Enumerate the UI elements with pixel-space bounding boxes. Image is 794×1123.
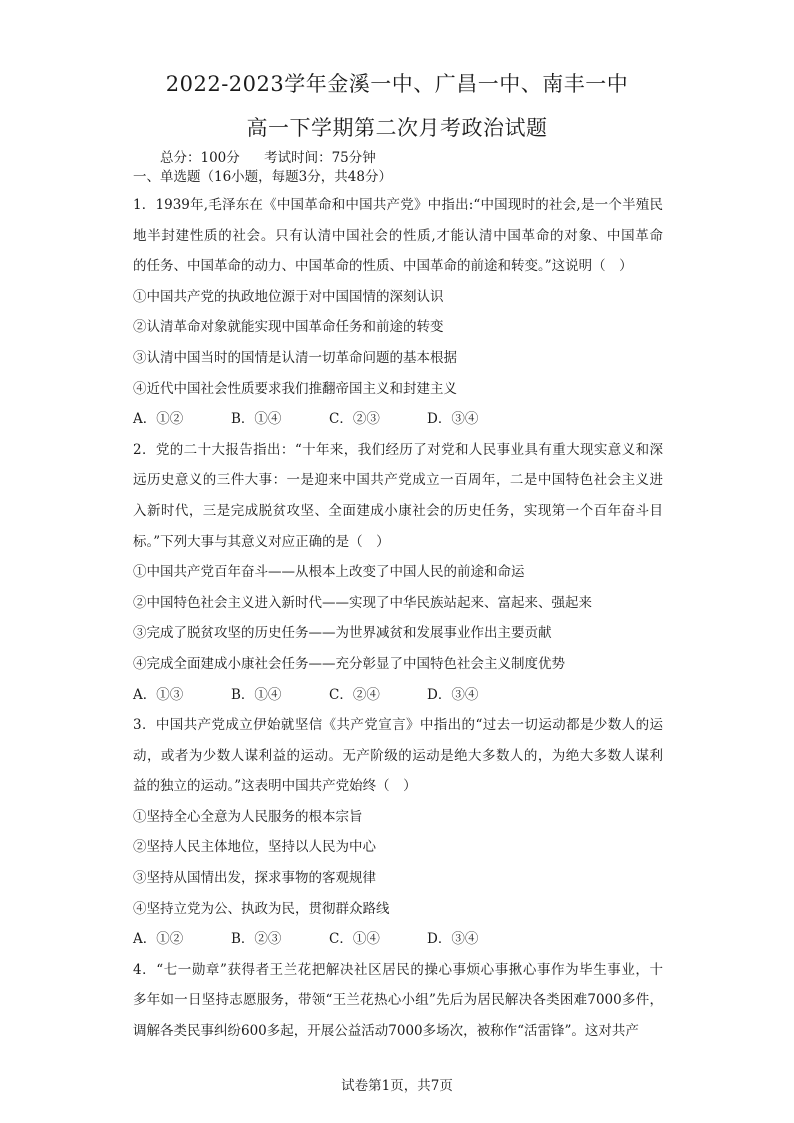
question-stem-line: 的任务、中国革命的动力、中国革命的性质、中国革命的前途和转变。”这说明（ ） [133, 258, 633, 275]
statement-item: ①坚持全心全意为人民服务的根本宗旨 [133, 808, 363, 825]
statement-item: ④近代中国社会性质要求我们推翻帝国主义和封建主义 [133, 380, 457, 397]
question [133, 190, 663, 435]
answer-option: B．①④ [231, 411, 282, 428]
exam-meta [160, 146, 396, 166]
exam-time: 考试时间：75分钟 [264, 150, 376, 166]
statement-item: ④完成全面建成小康社会任务——充分彰显了中国特色社会主义制度优势 [133, 655, 565, 672]
question-stem-line: 标。”下列大事与其意义对应正确的是（ ） [133, 533, 390, 550]
question-stem-line: 1．1939年,毛泽东在《中国革命和中国共产党》中指出:“中国现时的社会,是一个半殖民 [133, 197, 663, 213]
question-stem-line: 2．党的二十大报告指出：“十年来，我们经历了对党和人民事业具有重大现实意义和深 [133, 441, 663, 458]
answer-option: A．①② [133, 411, 184, 428]
statement-item: ②坚持人民主体地位，坚持以人民为中心 [133, 839, 376, 856]
question-stem-line: 调解各类民事纠纷600多起，开展公益活动7000多场次，被称作“活雷锋”。这对共产 [133, 1023, 639, 1040]
statement-item: ②中国特色社会主义进入新时代——实现了中华民族站起来、富起来、强起来 [133, 594, 592, 611]
answer-option: B．②③ [231, 931, 282, 948]
question [133, 955, 663, 1047]
exam-title-line2: 高一下学期第二次月考政治试题 [246, 116, 548, 140]
question [133, 710, 663, 955]
total-score: 总分：100分 [160, 150, 240, 166]
statement-item: ②认清革命对象就能实现中国革命任务和前途的转变 [133, 319, 444, 336]
statement-item: ④坚持立党为公、执政为民，贯彻群众路线 [133, 900, 390, 917]
statement-item: ①中国共产党百年奋斗——从根本上改变了中国人民的前途和命运 [133, 564, 525, 581]
answer-option: C．②④ [329, 686, 380, 703]
statement-item: ③完成了脱贫攻坚的历史任务——为世界减贫和发展事业作出主要贡献 [133, 625, 552, 642]
answer-options [133, 680, 663, 711]
question-stem-line: 地半封建性质的社会。只有认清中国社会的性质,才能认清中国革命的对象、中国革命 [133, 227, 663, 244]
question-stem-line: 远历史意义的三件大事：一是迎来中国共产党成立一百周年，二是中国特色社会主义进 [133, 472, 663, 489]
question-stem-line: 益的独立的运动。”这表明中国共产党始终（ ） [133, 778, 417, 795]
statement-item: ③认清中国当时的国情是认清一切革命问题的基本根据 [133, 349, 457, 366]
question-stem-line: 入新时代，三是完成脱贫攻坚、全面建成小康社会的历史任务，实现第一个百年奋斗目 [133, 502, 663, 519]
page-footer: 试卷第1页，共7页 [341, 1078, 453, 1094]
section-title: 一、单选题（16小题，每题3分，共48分） [133, 169, 392, 185]
statement-item: ①中国共产党的执政地位源于对中国国情的深刻认识 [133, 288, 444, 305]
question-stem-line: 动，或者为少数人谋利益的运动。无产阶级的运动是绝大多数人的，为绝大多数人谋利 [133, 747, 663, 764]
answer-option: A．①③ [133, 686, 184, 703]
answer-options [133, 924, 663, 955]
statement-item: ③坚持从国情出发，探求事物的客观规律 [133, 870, 376, 887]
question-stem-line: 4．“七一勋章”获得者王兰花把解决社区居民的操心事烦心事揪心事作为毕生事业，十 [133, 961, 663, 978]
exam-title-line1: 2022-2023学年金溪一中、广昌一中、南丰一中 [165, 72, 629, 96]
answer-option: B．①④ [231, 686, 282, 703]
answer-option: D．③④ [427, 411, 479, 428]
answer-option: D．③④ [427, 931, 479, 948]
answer-options [133, 404, 663, 435]
question [133, 435, 663, 710]
answer-option: D．③④ [427, 686, 479, 703]
question-list [133, 190, 663, 1047]
question-stem-line: 多年如一日坚持志愿服务，带领“王兰花热心小组”先后为居民解决各类困难7000多件， [133, 992, 663, 1009]
answer-option: C．①④ [329, 931, 380, 948]
answer-option: C．②③ [329, 411, 380, 428]
question-stem-line: 3．中国共产党成立伊始就坚信《共产党宣言》中指出的“过去一切运动都是少数人的运 [133, 717, 663, 734]
answer-option: A．①② [133, 931, 184, 948]
